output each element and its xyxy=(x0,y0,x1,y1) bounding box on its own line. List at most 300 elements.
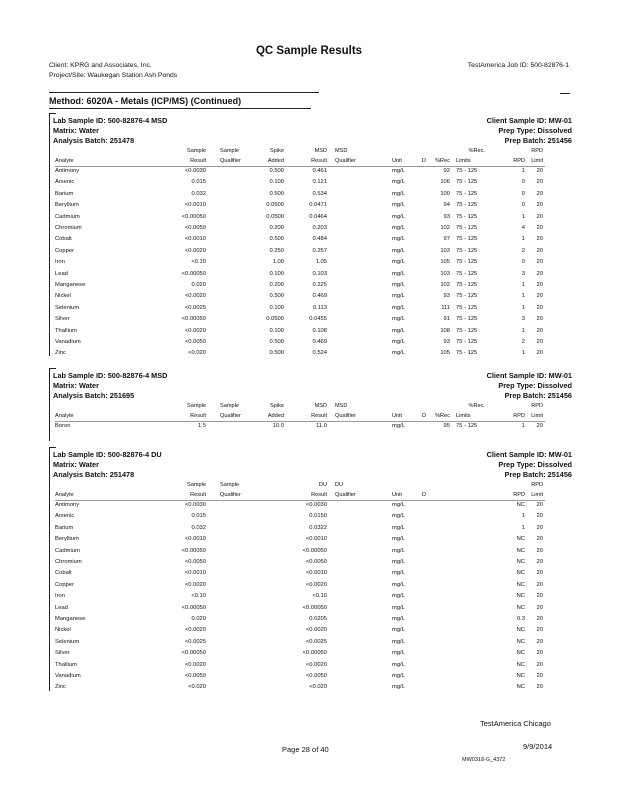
column-header-top: MSD xyxy=(335,403,348,409)
cell-percent-rec: 108 xyxy=(440,327,450,334)
column-header-analyte: Analyte xyxy=(55,413,74,419)
table-row xyxy=(0,168,618,179)
cell-analyte: Chromium xyxy=(55,559,82,565)
column-header-top: Sample xyxy=(187,482,206,488)
cell-result: <0.0010 xyxy=(305,570,327,577)
method-heading: Method: 6020A - Metals (ICP/MS) (Continued) xyxy=(49,96,242,106)
cell-rec-limits: 75 - 125 xyxy=(456,293,478,300)
cell-sample-result: <0.0020 xyxy=(184,661,206,668)
cell-rpd-limit: 20 xyxy=(536,225,543,231)
cell-percent-rec: 91 xyxy=(443,316,450,323)
cell-rpd: NC xyxy=(516,593,525,600)
cell-analyte: Antimony xyxy=(55,168,80,174)
cell-sample-result: 0.032 xyxy=(191,190,206,197)
cell-rec-limits: 75 - 125 xyxy=(456,247,478,254)
cell-analyte: Zinc xyxy=(55,350,66,357)
cell-result: <0.0050 xyxy=(305,673,327,679)
cell-result: 0.461 xyxy=(312,168,327,174)
column-header-rec-limits: Limits xyxy=(456,413,471,419)
cell-spike-added: 0.100 xyxy=(269,327,284,334)
cell-result: <0.0030 xyxy=(305,502,327,508)
cell-unit: mg/L xyxy=(392,627,405,634)
cell-rec-limits: 75 - 125 xyxy=(456,327,478,334)
cell-rpd-limit: 20 xyxy=(536,673,543,679)
cell-rec-limits: 75 - 125 xyxy=(456,179,478,186)
cell-rpd: 1 xyxy=(521,350,525,357)
cell-result: 0.469 xyxy=(312,293,327,300)
column-header-dil: D xyxy=(422,158,427,164)
cell-rpd: 4 xyxy=(521,225,525,231)
column-header-qualifier: Qualifier xyxy=(335,158,356,164)
cell-spike-added: 10.0 xyxy=(272,423,284,429)
cell-result: <0.00050 xyxy=(302,604,327,611)
cell-result: 0.257 xyxy=(312,247,327,254)
cell-unit: mg/L xyxy=(392,661,405,668)
cell-rpd-limit: 20 xyxy=(536,536,543,543)
table-row xyxy=(0,423,618,434)
cell-rpd-limit: 20 xyxy=(536,316,543,323)
cell-sample-result: <0.0020 xyxy=(184,627,206,634)
cell-percent-rec: 93 xyxy=(443,339,450,345)
cell-result: 0.469 xyxy=(312,339,327,345)
table-row xyxy=(0,525,618,536)
cell-rpd: NC xyxy=(516,661,525,668)
cell-analyte: Iron xyxy=(55,259,65,266)
cell-result: <0.0025 xyxy=(305,638,327,645)
matrix: Matrix: Water xyxy=(53,381,99,390)
table-row xyxy=(0,305,618,316)
cell-analyte: Beryllium xyxy=(55,536,79,543)
cell-percent-rec: 102 xyxy=(440,225,450,231)
cell-rpd-limit: 20 xyxy=(536,350,543,357)
cell-sample-result: <0.0050 xyxy=(184,559,206,565)
header-rule xyxy=(55,166,545,167)
cell-rpd-limit: 20 xyxy=(536,168,543,174)
table-row xyxy=(0,214,618,225)
cell-rpd: 1 xyxy=(521,423,525,429)
lab-sample-id: Lab Sample ID: 500-82876-4 MSD xyxy=(53,116,168,125)
table-row xyxy=(0,684,618,695)
cell-analyte: Thallium xyxy=(55,327,77,334)
table-row xyxy=(0,593,618,604)
column-header-top: Sample xyxy=(220,482,239,488)
project-site: Project/Site: Waukegan Station Ash Ponds xyxy=(49,72,178,79)
cell-rpd: NC xyxy=(516,570,525,577)
column-header-unit: Unit xyxy=(392,413,402,419)
column-header-dil: D xyxy=(422,492,427,498)
cell-rpd-limit: 20 xyxy=(536,213,543,220)
cell-unit: mg/L xyxy=(392,236,405,243)
cell-rec-limits: 75 - 125 xyxy=(456,225,478,231)
column-header-percent-rec: %Rec xyxy=(435,158,450,164)
cell-rpd: 0 xyxy=(521,190,525,197)
cell-rpd: 0 xyxy=(521,179,525,186)
table-row xyxy=(0,627,618,638)
cell-rec-limits: 75 - 125 xyxy=(456,423,478,429)
lab-sample-id: Lab Sample ID: 500-82876-4 DU xyxy=(53,450,162,459)
cell-analyte: Thallium xyxy=(55,661,77,668)
column-header-unit: Unit xyxy=(392,158,402,164)
cell-rec-limits: 75 - 125 xyxy=(456,282,478,288)
cell-percent-rec: 94 xyxy=(443,202,450,209)
lab-sample-id: Lab Sample ID: 500-82876-4 MSD xyxy=(53,371,168,380)
cell-rpd-limit: 20 xyxy=(536,502,543,508)
column-header-sample-qualifier: Qualifier xyxy=(220,492,241,498)
table-row xyxy=(0,559,618,570)
cell-result: 0.0322 xyxy=(309,524,327,531)
cell-rpd: 0 xyxy=(521,202,525,209)
cell-rec-limits: 75 - 125 xyxy=(456,259,478,266)
table-row xyxy=(0,350,618,361)
cell-sample-result: 0.020 xyxy=(191,616,206,622)
cell-sample-result: <0.00050 xyxy=(181,650,206,657)
table-row xyxy=(0,282,618,293)
cell-analyte: Manganese xyxy=(55,616,86,622)
header-rule xyxy=(55,421,545,422)
cell-sample-result: <0.0010 xyxy=(184,236,206,243)
column-header-sample-result: Result xyxy=(190,492,206,498)
column-header-result: Result xyxy=(311,492,327,498)
cell-result: <0.0020 xyxy=(305,581,327,588)
cell-sample-result: <0.10 xyxy=(191,259,206,266)
cell-sample-result: 0.020 xyxy=(191,282,206,288)
cell-rpd: 1 xyxy=(521,524,525,531)
cell-analyte: Lead xyxy=(55,604,68,611)
cell-rpd-limit: 20 xyxy=(536,202,543,209)
cell-rpd-limit: 20 xyxy=(536,513,543,520)
cell-rpd-limit: 20 xyxy=(536,581,543,588)
table-row xyxy=(0,259,618,270)
cell-rec-limits: 75 - 125 xyxy=(456,350,478,357)
cell-sample-result: 0.015 xyxy=(191,179,206,186)
cell-result: 0.534 xyxy=(312,190,327,197)
column-header-top: MSD xyxy=(314,148,327,154)
cell-unit: mg/L xyxy=(392,536,405,543)
cell-analyte: Selenium xyxy=(55,304,80,311)
column-header-top: RPD xyxy=(531,482,543,488)
cell-sample-result: 0.015 xyxy=(191,513,206,520)
cell-sample-result: <0.0020 xyxy=(184,293,206,300)
table-row xyxy=(0,248,618,259)
page-number: Page 28 of 40 xyxy=(282,745,329,754)
cell-percent-rec: 111 xyxy=(441,304,450,311)
column-header-sample-qualifier: Qualifier xyxy=(220,413,241,419)
cell-rpd-limit: 20 xyxy=(536,684,543,691)
table-row xyxy=(0,605,618,616)
cell-unit: mg/L xyxy=(392,616,405,622)
column-header-unit: Unit xyxy=(392,492,402,498)
column-header-result: Result xyxy=(311,413,327,419)
cell-spike-added: 0.200 xyxy=(269,282,284,288)
cell-rpd-limit: 20 xyxy=(536,650,543,657)
cell-rpd-limit: 20 xyxy=(536,304,543,311)
column-header-top: Spike xyxy=(270,148,284,154)
cell-rec-limits: 75 - 125 xyxy=(456,304,478,311)
cell-result: 0.225 xyxy=(312,282,327,288)
cell-percent-rec: 103 xyxy=(440,270,450,277)
cell-spike-added: 0.0500 xyxy=(266,316,284,323)
cell-unit: mg/L xyxy=(392,684,405,691)
header-rule xyxy=(55,500,545,501)
cell-rpd: 0.3 xyxy=(516,616,525,622)
cell-unit: mg/L xyxy=(392,327,405,334)
cell-sample-result: <0.10 xyxy=(191,593,206,600)
cell-percent-rec: 105 xyxy=(440,350,450,357)
analysis-batch: Analysis Batch: 251478 xyxy=(53,136,135,145)
table-row xyxy=(0,639,618,650)
cell-percent-rec: 93 xyxy=(443,213,450,220)
cell-rpd-limit: 20 xyxy=(536,616,543,622)
cell-analyte: Iron xyxy=(55,593,65,600)
cell-percent-rec: 92 xyxy=(443,168,450,174)
cell-unit: mg/L xyxy=(392,282,405,288)
column-header-top: %Rec. xyxy=(468,148,485,154)
column-header-top: Sample xyxy=(187,148,206,154)
cell-spike-added: 0.500 xyxy=(269,190,284,197)
table-row xyxy=(0,225,618,236)
cell-rec-limits: 75 - 125 xyxy=(456,316,478,323)
cell-analyte: Cadmium xyxy=(55,213,80,220)
cell-unit: mg/L xyxy=(392,423,405,429)
column-header-rpd-limit: Limit xyxy=(531,413,543,419)
cell-analyte: Beryllium xyxy=(55,202,79,209)
cell-rpd: 3 xyxy=(521,316,525,323)
cell-spike-added: 0.100 xyxy=(269,304,284,311)
cell-rpd: 1 xyxy=(521,513,525,520)
cell-spike-added: 0.500 xyxy=(269,168,284,174)
client-sample-id: Client Sample ID: MW-01 xyxy=(486,450,572,459)
cell-sample-result: <0.00050 xyxy=(181,316,206,323)
column-header-spike-added: Added xyxy=(267,413,284,419)
table-row xyxy=(0,202,618,213)
cell-result: 0.0205 xyxy=(309,616,327,622)
cell-rpd: NC xyxy=(516,536,525,543)
divider xyxy=(560,93,570,94)
cell-percent-rec: 106 xyxy=(440,179,450,186)
cell-percent-rec: 97 xyxy=(443,236,450,243)
cell-result: 11.0 xyxy=(316,423,327,429)
cell-unit: mg/L xyxy=(392,650,405,657)
cell-rpd-limit: 20 xyxy=(536,638,543,645)
column-header-top: RPD xyxy=(531,403,543,409)
column-header-top: MSD xyxy=(335,148,348,154)
cell-result: 0.121 xyxy=(312,179,327,186)
cell-sample-result: <0.0025 xyxy=(184,304,206,311)
cell-result: 0.0464 xyxy=(309,213,327,220)
cell-percent-rec: 102 xyxy=(440,282,450,288)
cell-result: 0.0455 xyxy=(309,316,327,323)
cell-rpd: 1 xyxy=(521,236,525,243)
cell-analyte: Boron xyxy=(55,423,71,429)
cell-rpd: 0 xyxy=(521,259,525,266)
divider xyxy=(49,108,311,109)
cell-rpd: 1 xyxy=(521,282,525,288)
cell-sample-result: <0.0050 xyxy=(184,225,206,231)
cell-result: <0.10 xyxy=(312,593,327,600)
cell-unit: mg/L xyxy=(392,202,405,209)
cell-rpd: NC xyxy=(516,604,525,611)
cell-analyte: Arsenic xyxy=(55,179,75,186)
column-header-top: MSD xyxy=(314,403,327,409)
cell-analyte: Antimony xyxy=(55,502,80,508)
cell-rpd: 1 xyxy=(521,327,525,334)
cell-rpd-limit: 20 xyxy=(536,423,543,429)
table-row xyxy=(0,328,618,339)
cell-spike-added: 0.100 xyxy=(269,270,284,277)
cell-rpd: NC xyxy=(516,502,525,508)
cell-unit: mg/L xyxy=(392,190,405,197)
cell-result: <0.00050 xyxy=(302,547,327,554)
cell-rpd-limit: 20 xyxy=(536,559,543,565)
cell-rpd-limit: 20 xyxy=(536,593,543,600)
cell-unit: mg/L xyxy=(392,524,405,531)
cell-rpd-limit: 20 xyxy=(536,293,543,300)
column-header-sample-result: Result xyxy=(190,413,206,419)
cell-sample-result: 1.5 xyxy=(197,423,206,429)
cell-result: <0.0020 xyxy=(305,627,327,634)
column-header-top: %Rec. xyxy=(468,403,485,409)
cell-result: 0.0150 xyxy=(309,513,327,520)
cell-sample-result: 0.032 xyxy=(191,524,206,531)
cell-unit: mg/L xyxy=(392,316,405,323)
column-header-top: Sample xyxy=(187,403,206,409)
cell-rpd: NC xyxy=(516,684,525,691)
column-header-qualifier: Qualifier xyxy=(335,413,356,419)
cell-rpd-limit: 20 xyxy=(536,179,543,186)
lab-name: TestAmerica Chicago xyxy=(480,719,551,728)
cell-sample-result: <0.0010 xyxy=(184,570,206,577)
cell-rpd: 1 xyxy=(521,213,525,220)
table-row xyxy=(0,339,618,350)
column-header-rpd: RPD xyxy=(513,413,525,419)
table-row xyxy=(0,191,618,202)
cell-spike-added: 1.00 xyxy=(272,259,284,266)
cell-spike-added: 0.0500 xyxy=(266,213,284,220)
cell-analyte: Selenium xyxy=(55,638,80,645)
cell-analyte: Cadmium xyxy=(55,547,80,554)
column-header-dil: D xyxy=(422,413,427,419)
cell-unit: mg/L xyxy=(392,213,405,220)
table-row xyxy=(0,316,618,327)
column-header-rec-limits: Limits xyxy=(456,158,471,164)
cell-rpd: NC xyxy=(516,559,525,565)
column-header-analyte: Analyte xyxy=(55,492,74,498)
cell-analyte: Nickel xyxy=(55,293,71,300)
cell-unit: mg/L xyxy=(392,570,405,577)
prep-batch: Prep Batch: 251456 xyxy=(504,136,572,145)
prep-type: Prep Type: Dissolved xyxy=(498,126,572,135)
cell-rec-limits: 75 - 125 xyxy=(456,339,478,345)
cell-rpd: 1 xyxy=(521,304,525,311)
cell-analyte: Zinc xyxy=(55,684,66,691)
table-row xyxy=(0,548,618,559)
cell-rpd-limit: 20 xyxy=(536,282,543,288)
cell-result: <0.0020 xyxy=(305,661,327,668)
cell-analyte: Manganese xyxy=(55,282,86,288)
cell-sample-result: <0.0050 xyxy=(184,339,206,345)
cell-rpd-limit: 20 xyxy=(536,661,543,668)
cell-analyte: Vanadium xyxy=(55,339,81,345)
cell-sample-result: <0.0025 xyxy=(184,638,206,645)
cell-sample-result: <0.00050 xyxy=(181,604,206,611)
cell-analyte: Copper xyxy=(55,247,75,254)
cell-rpd: NC xyxy=(516,581,525,588)
cell-rec-limits: 75 - 125 xyxy=(456,168,478,174)
cell-sample-result: <0.00050 xyxy=(181,270,206,277)
cell-rpd: NC xyxy=(516,547,525,554)
cell-unit: mg/L xyxy=(392,259,405,266)
column-header-top: Sample xyxy=(220,148,239,154)
cell-analyte: Nickel xyxy=(55,627,71,634)
cell-rec-limits: 75 - 125 xyxy=(456,202,478,209)
column-header-percent-rec: %Rec xyxy=(435,413,450,419)
cell-analyte: Copper xyxy=(55,581,75,588)
table-row xyxy=(0,673,618,684)
table-row xyxy=(0,650,618,661)
cell-unit: mg/L xyxy=(392,559,405,565)
cell-rpd-limit: 20 xyxy=(536,327,543,334)
cell-rec-limits: 75 - 125 xyxy=(456,213,478,220)
cell-spike-added: 0.500 xyxy=(269,350,284,357)
cell-rpd: NC xyxy=(516,650,525,657)
table-row xyxy=(0,536,618,547)
cell-unit: mg/L xyxy=(392,673,405,679)
cell-rpd-limit: 20 xyxy=(536,547,543,554)
column-header-sample-qualifier: Qualifier xyxy=(220,158,241,164)
cell-sample-result: <0.0020 xyxy=(184,581,206,588)
client-sample-id: Client Sample ID: MW-01 xyxy=(486,371,572,380)
cell-result: <0.00050 xyxy=(302,650,327,657)
cell-rpd: 2 xyxy=(521,339,525,345)
cell-sample-result: <0.020 xyxy=(188,350,206,357)
cell-spike-added: 0.500 xyxy=(269,293,284,300)
cell-rpd-limit: 20 xyxy=(536,339,543,345)
cell-rpd-limit: 20 xyxy=(536,236,543,243)
cell-rpd-limit: 20 xyxy=(536,259,543,266)
cell-rpd-limit: 20 xyxy=(536,247,543,254)
cell-unit: mg/L xyxy=(392,225,405,231)
cell-unit: mg/L xyxy=(392,293,405,300)
cell-percent-rec: 95 xyxy=(443,423,450,429)
prep-batch: Prep Batch: 251456 xyxy=(504,391,572,400)
cell-sample-result: <0.0010 xyxy=(184,536,206,543)
report-date: 9/9/2014 xyxy=(523,742,553,751)
cell-result: 0.113 xyxy=(312,304,327,311)
cell-result: <0.0010 xyxy=(305,536,327,543)
cell-unit: mg/L xyxy=(392,168,405,174)
cell-rpd: NC xyxy=(516,638,525,645)
prep-type: Prep Type: Dissolved xyxy=(498,460,572,469)
cell-spike-added: 0.500 xyxy=(269,339,284,345)
matrix: Matrix: Water xyxy=(53,460,99,469)
cell-unit: mg/L xyxy=(392,581,405,588)
cell-rpd-limit: 20 xyxy=(536,604,543,611)
column-header-rpd-limit: Limit xyxy=(531,158,543,164)
cell-unit: mg/L xyxy=(392,593,405,600)
column-header-top: DU xyxy=(318,482,327,488)
cell-result: 0.484 xyxy=(312,236,327,243)
table-row xyxy=(0,616,618,627)
cell-spike-added: 0.100 xyxy=(269,179,284,186)
cell-rpd: NC xyxy=(516,673,525,679)
cell-result: <0.0050 xyxy=(305,559,327,565)
column-header-sample-result: Result xyxy=(190,158,206,164)
cell-unit: mg/L xyxy=(392,638,405,645)
cell-unit: mg/L xyxy=(392,547,405,554)
table-row xyxy=(0,236,618,247)
table-row xyxy=(0,662,618,673)
client-sample-id: Client Sample ID: MW-01 xyxy=(486,116,572,125)
